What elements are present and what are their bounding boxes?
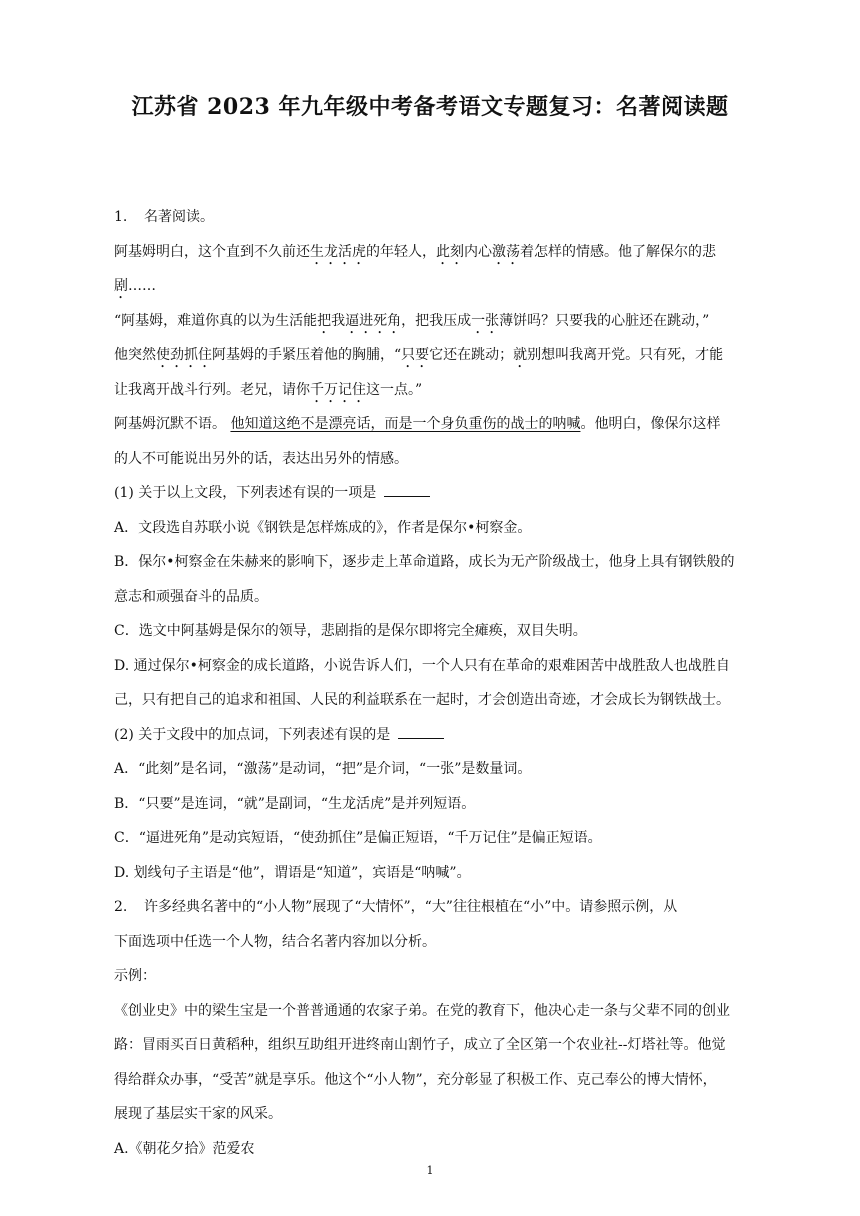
passage-text: 的人不可能说出另外的话，表达出另外的情感。 (114, 450, 408, 467)
dotted-word: 此刻 (436, 243, 464, 260)
question-text: 许多经典名著中的“小人物”展现了“大情怀”，“大”往往根植在“小”中。请参照示例，从 (144, 899, 678, 915)
option-line: A.《朝花夕拾》范爱农 (114, 1140, 255, 1157)
example-label: 示例： (114, 968, 156, 984)
passage-text: 内心 (464, 243, 492, 260)
passage-text: 阿基姆的手紧压着他的胸脯，“ (212, 347, 402, 363)
dotted-word: 剧 (114, 278, 128, 294)
underlined-sentence: 他知道这绝不是漂亮话，而是一个身负重伤的战士的呐喊 (230, 416, 581, 432)
option-line: D. 通过保尔•柯察金的成长道路，小说告诉人们，一个人只有在革命的艰难困苦中战胜敌人也战胜自 (114, 657, 730, 674)
option-line: C．“逼进死角”是动宾短语，“使劲抓住”是偏正短语，“千万记住”是偏正短语。 (114, 830, 602, 846)
dotted-word: 一张 (471, 312, 500, 329)
dotted-word: 逼进死角 (345, 312, 402, 329)
passage-paragraph (114, 235, 780, 304)
passage-paragraph (114, 304, 780, 408)
sub-question-text: (1) 关于以上文段，下列表述有误的一项是 (114, 485, 377, 501)
dotted-word: 只要 (401, 347, 430, 363)
dotted-word: 就 (513, 347, 528, 363)
dotted-word: 使劲抓住 (156, 347, 212, 363)
option-line: A．“此刻”是名词，“激荡”是动词，“把”是介词，“一张”是数量词。 (114, 761, 532, 777)
sub-question-2-stem (114, 718, 780, 753)
option-line: B．“只要”是连词，“就”是副词，“生龙活虎”是并列短语。 (114, 795, 476, 812)
question-text-line: 下面选项中任选一个人物，结合名著内容加以分析。 (114, 933, 436, 950)
passage-text: “阿基姆，难道你真的以为生活能 (114, 312, 318, 329)
passage-text: 。他明白，像保尔这样 (580, 416, 721, 432)
example-line: 《创业史》中的梁生宝是一个普普通通的农家子弟。在党的教育下，他决心走一条与父辈不同的创业 (114, 1002, 730, 1019)
answer-blank[interactable] (398, 724, 444, 739)
question-number: 2. (114, 899, 128, 915)
passage-text: 我 (331, 312, 346, 329)
passage-text: 着怎样的情感。他了解保尔的悲 (520, 243, 716, 260)
document-title: 江苏省 2023 年九年级中考备考语文专题复习：名著阅读题 (131, 94, 729, 120)
sub-question-text: (2) 关于文段中的加点词，下列表述有误的是 (114, 726, 391, 743)
document-body (114, 200, 780, 1166)
question-2-heading (114, 890, 780, 925)
dotted-word: 千万记住 (310, 381, 366, 398)
passage-paragraph (114, 407, 780, 476)
option-line: D. 划线句子主语是“他”，谓语是“知道”，宾语是“呐喊”。 (114, 864, 471, 881)
option-line: 意志和顽强奋斗的品质。 (114, 588, 268, 605)
example-line: 得给群众办事，“受苦”就是享乐。他这个“小人物”，充分彰显了积极工作、克己奉公的博大情怀， (114, 1071, 717, 1088)
question-label: 名著阅读。 (144, 209, 214, 225)
passage-text: ，把我压成 (401, 312, 472, 329)
sub-question-1-stem (114, 476, 780, 511)
passage-text: 让我离开战斗行列。老兄，请你 (114, 381, 310, 398)
passage-text: …… (128, 278, 156, 294)
page-number: 1 (426, 1164, 434, 1177)
passage-text: 他突然 (114, 347, 156, 363)
dotted-word: 生龙活虎 (310, 243, 366, 260)
passage-text: 这一点。” (366, 381, 423, 398)
passage-text: 阿基姆明白，这个直到不久前还 (114, 243, 310, 260)
option-line: 己，只有把自己的追求和祖国、人民的利益联系在一起时，才会创造出奇迹，才会成长为钢铁战士。 (114, 692, 730, 708)
passage-text: 它还在跳动； (429, 347, 514, 363)
passage-text: 薄饼吗？只要我的心脏还在跳动，” (499, 312, 710, 329)
question-1-heading (114, 200, 780, 235)
passage-text: 阿基姆沉默不语。 (114, 416, 231, 432)
answer-blank[interactable] (384, 482, 430, 497)
option-line: A．文段选自苏联小说《钢铁是怎样炼成的》，作者是保尔•柯察金。 (114, 519, 532, 536)
question-number: 1. (114, 209, 128, 225)
example-line: 路：冒雨买百日黄稻种，组织互助组开进终南山割竹子，成立了全区第一个农业社--灯塔社等。他觉 (114, 1037, 726, 1053)
dotted-word: 激荡 (492, 243, 520, 260)
dotted-word: 把 (317, 312, 332, 329)
passage-text: 别想叫我离开党。只有死，才能 (527, 347, 724, 363)
option-line: C．选文中阿基姆是保尔的领导，悲剧指的是保尔即将完全瘫痪，双目失明。 (114, 623, 587, 639)
example-line: 展现了基层实干家的风采。 (114, 1106, 282, 1122)
passage-text: 的年轻人， (366, 243, 436, 260)
option-line: B．保尔•柯察金在朱赫来的影响下，逐步走上革命道路，成长为无产阶级战士，他身上具有钢铁般的 (114, 554, 735, 570)
